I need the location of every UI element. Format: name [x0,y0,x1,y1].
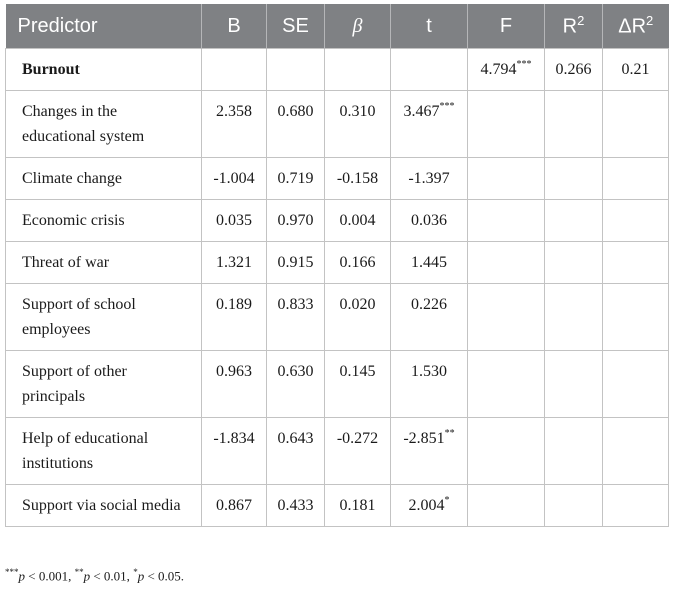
header-beta: β [325,4,391,49]
cell-r2: 0.266 [545,49,603,91]
header-b: B [202,4,267,49]
cell-b: 0.963 [202,351,267,418]
cell-t: 0.226 [391,284,468,351]
cell-f [468,91,545,158]
cell-r2 [545,351,603,418]
table-row [6,200,669,242]
cell-t: 0.036 [391,200,468,242]
cell-delta-r2 [603,418,669,485]
cell-beta: 0.310 [325,91,391,158]
cell-predictor: Burnout [6,49,202,91]
cell-t: 1.530 [391,351,468,418]
cell-se: 0.630 [267,351,325,418]
cell-t: 2.004* [391,485,468,527]
cell-se: 0.643 [267,418,325,485]
cell-r2 [545,418,603,485]
cell-beta: 0.020 [325,284,391,351]
cell-r2 [545,91,603,158]
cell-f [468,351,545,418]
cell-delta-r2 [603,200,669,242]
cell-r2 [545,200,603,242]
header-t: t [391,4,468,49]
table-row [6,418,669,485]
cell-delta-r2 [603,242,669,284]
cell-se: 0.433 [267,485,325,527]
cell-b: -1.834 [202,418,267,485]
table-row [6,158,669,200]
cell-se: 0.680 [267,91,325,158]
cell-beta: 0.145 [325,351,391,418]
cell-beta: 0.166 [325,242,391,284]
table-row [6,485,669,527]
cell-se: 0.833 [267,284,325,351]
header-f: F [468,4,545,49]
table-row [6,91,669,158]
cell-beta [325,49,391,91]
table-row [6,284,669,351]
cell-beta: 0.004 [325,200,391,242]
regression-table [5,4,669,527]
cell-predictor: Support via social media [6,485,202,527]
cell-t: -1.397 [391,158,468,200]
cell-f [468,418,545,485]
cell-f: 4.794*** [468,49,545,91]
table-row [6,242,669,284]
cell-predictor: Economic crisis [6,200,202,242]
cell-predictor: Threat of war [6,242,202,284]
cell-se [267,49,325,91]
cell-t: 3.467*** [391,91,468,158]
cell-delta-r2 [603,158,669,200]
cell-se: 0.970 [267,200,325,242]
cell-r2 [545,158,603,200]
header-delta-r2: $\Delta R^2$ [603,4,669,49]
cell-b: 2.358 [202,91,267,158]
table-row [6,49,669,91]
cell-se: 0.915 [267,242,325,284]
cell-f [468,158,545,200]
cell-r2 [545,485,603,527]
cell-b: 0.035 [202,200,267,242]
cell-t: 1.445 [391,242,468,284]
cell-predictor: Support of school employees [6,284,202,351]
cell-b: 0.867 [202,485,267,527]
table-row [6,351,669,418]
cell-t [391,49,468,91]
cell-f [468,242,545,284]
cell-delta-r2 [603,351,669,418]
cell-beta: -0.272 [325,418,391,485]
cell-delta-r2: 0.21 [603,49,669,91]
cell-predictor: Changes in the educational system [6,91,202,158]
cell-b [202,49,267,91]
cell-beta: 0.181 [325,485,391,527]
cell-b: 1.321 [202,242,267,284]
cell-t: -2.851** [391,418,468,485]
header-predictor: Predictor [6,4,202,49]
cell-f [468,485,545,527]
cell-b: -1.004 [202,158,267,200]
cell-f [468,200,545,242]
header-row [6,4,669,49]
cell-predictor: Climate change [6,158,202,200]
header-se: SE [267,4,325,49]
cell-f [468,284,545,351]
cell-predictor: Help of educational institutions [6,418,202,485]
cell-beta: -0.158 [325,158,391,200]
cell-r2 [545,284,603,351]
cell-r2 [545,242,603,284]
cell-predictor: Support of other principals [6,351,202,418]
cell-b: 0.189 [202,284,267,351]
cell-delta-r2 [603,284,669,351]
header-r2: $R^2$ [545,4,603,49]
cell-se: 0.719 [267,158,325,200]
table-footnote: ***p < 0.001, **p < 0.01, *p < 0.05. [5,567,185,584]
cell-delta-r2 [603,91,669,158]
cell-delta-r2 [603,485,669,527]
